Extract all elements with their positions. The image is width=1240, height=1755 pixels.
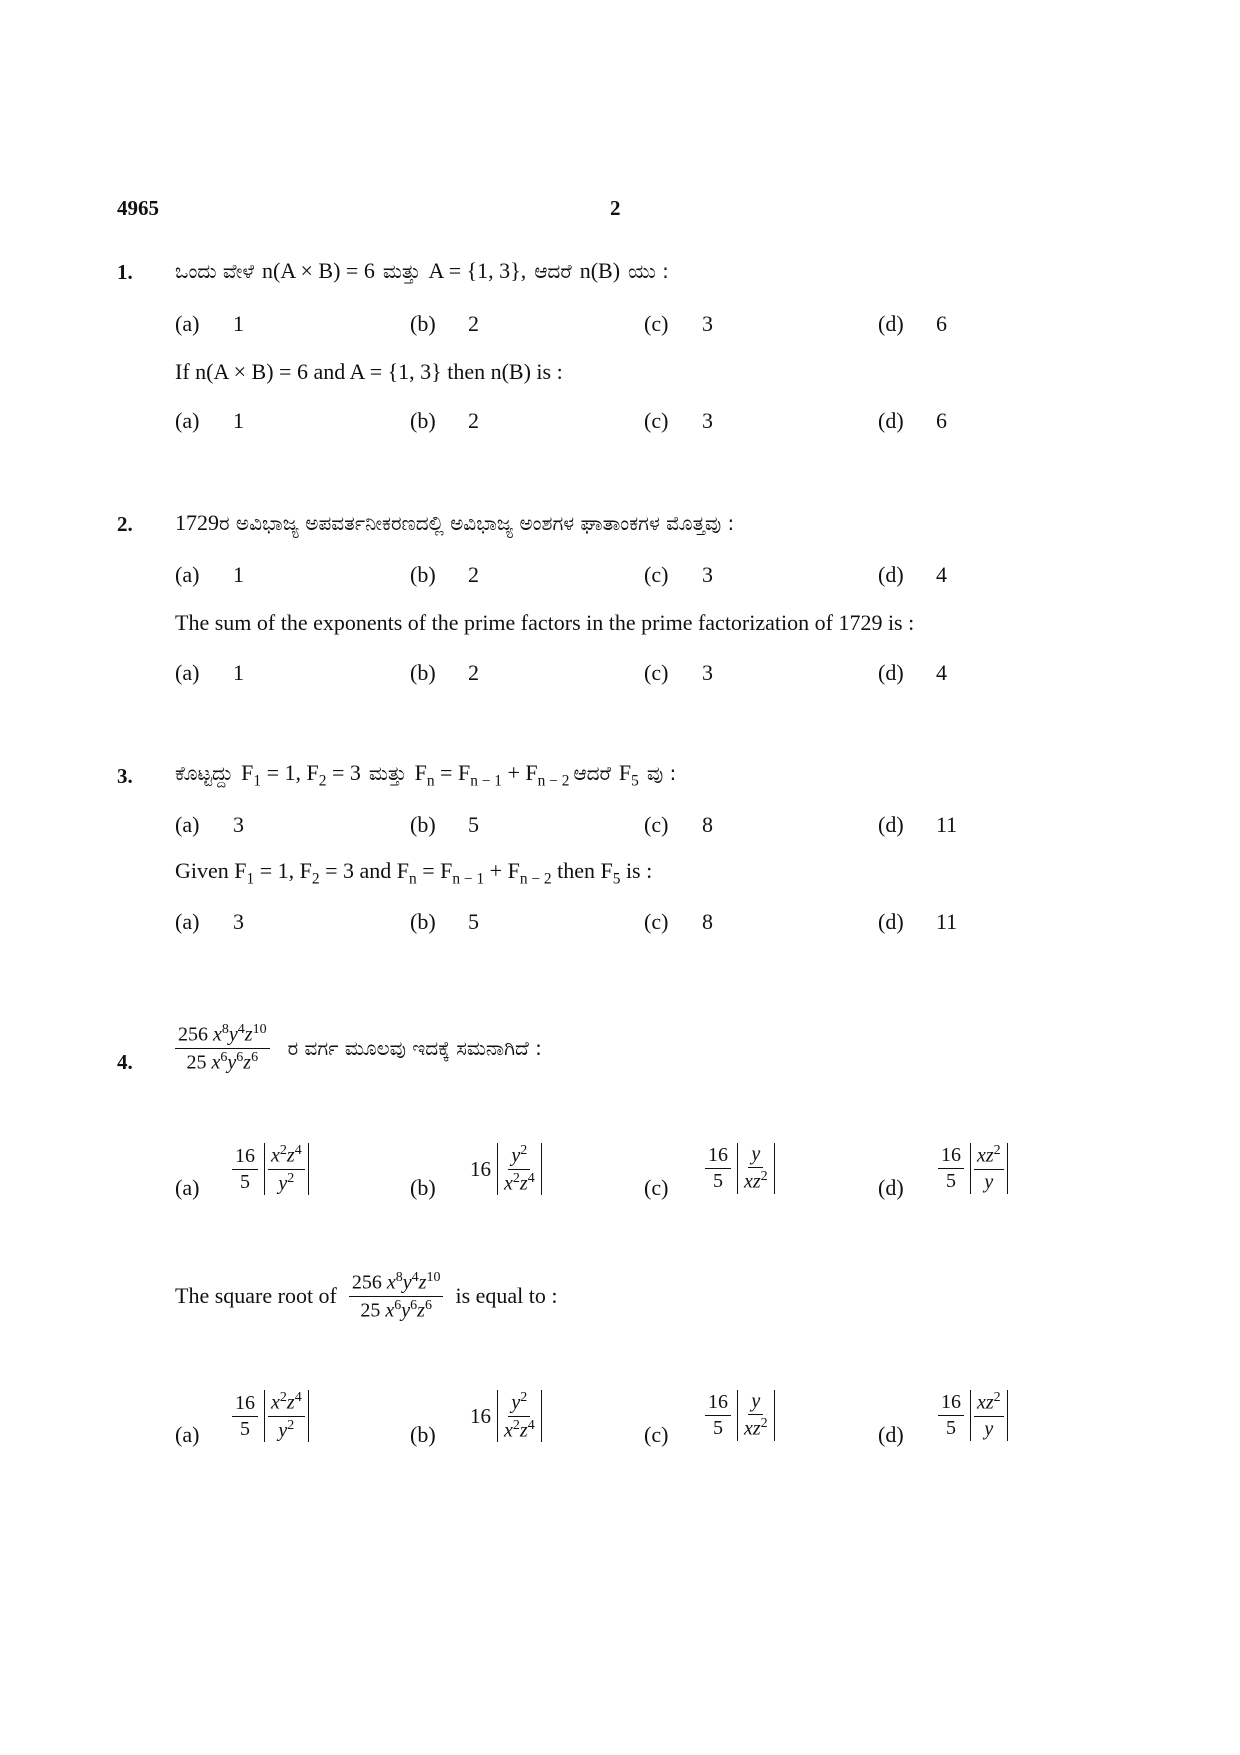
option-label: (d)	[878, 408, 904, 433]
option-value: 3	[702, 311, 713, 336]
denominator: 5	[240, 1170, 250, 1193]
en-text: then	[557, 858, 595, 883]
kn-text: ವು :	[646, 761, 677, 785]
option-label: (b)	[410, 1175, 436, 1200]
numerator: 16	[938, 1144, 964, 1169]
option-label: (c)	[644, 909, 669, 934]
option-value: 3	[702, 562, 713, 587]
page-number: 2	[610, 196, 621, 220]
option-value: 1	[233, 408, 244, 433]
absolute-value: $\frac{y^2}{x^2z^4}$	[497, 1390, 542, 1442]
math-expr: n(B)	[579, 258, 621, 283]
option-label: (c)	[644, 311, 669, 336]
numerator: 16	[938, 1391, 964, 1416]
kn-text: ಮತ್ತು	[368, 761, 407, 785]
option-value: 8	[702, 812, 713, 837]
question-1-english: If n(A × B) = 6 and A = {1, 3} then n(B) is :	[175, 359, 563, 384]
option-value: 2	[468, 311, 479, 336]
option-value: 4	[936, 562, 947, 587]
question-number: 3.	[117, 764, 133, 788]
question-4-english	[175, 1270, 558, 1322]
en-text: is :	[625, 858, 653, 883]
option-label: (a)	[175, 812, 200, 837]
absolute-value: $\frac{x^2z^4}{y^2}$	[264, 1143, 309, 1195]
option-value: 3	[702, 408, 713, 433]
option-value: 8	[702, 909, 713, 934]
option-label: (a)	[175, 909, 200, 934]
option-label: (b)	[410, 909, 436, 934]
option-value: 6	[936, 311, 947, 336]
option-value: 1	[233, 660, 244, 685]
math-expr: $F_n = F_{n - 1} + F_{n - 2}$	[414, 760, 570, 790]
coefficient: 16	[470, 1403, 491, 1428]
option-label: (b)	[410, 562, 436, 587]
option-label: (a)	[175, 1175, 200, 1200]
option-label: (a)	[175, 562, 200, 587]
denominator: 5	[713, 1169, 723, 1192]
absolute-value: $\frac{y}{xz^2}$	[737, 1390, 775, 1441]
option-label: (a)	[175, 311, 200, 336]
numerator: 16	[705, 1391, 731, 1416]
exam-code: 4965	[117, 196, 159, 220]
question-4-kannada	[175, 1022, 542, 1074]
coef-fraction	[705, 1144, 731, 1193]
option-label: (d)	[878, 562, 904, 587]
option-label: (d)	[878, 909, 904, 934]
coefficient: 16	[470, 1156, 491, 1181]
option-label: (c)	[644, 660, 669, 685]
option-label: (d)	[878, 1422, 904, 1447]
coef-fraction	[938, 1144, 964, 1193]
absolute-value: $\frac{xz^2}{y}$	[970, 1143, 1008, 1194]
math-expr: 1729	[175, 510, 219, 535]
option-label: (b)	[410, 660, 436, 685]
denominator: 5	[713, 1416, 723, 1439]
question-number: 2.	[117, 512, 133, 536]
option-a-expr	[232, 1143, 309, 1195]
coef-fraction	[938, 1391, 964, 1440]
option-label: (a)	[175, 408, 200, 433]
option-value: 1	[233, 562, 244, 587]
math-expr: A = {1, 3},	[428, 258, 527, 283]
option-label: (c)	[644, 1175, 669, 1200]
coef-fraction	[705, 1391, 731, 1440]
question-number: 4.	[117, 1050, 133, 1074]
option-value: 11	[936, 909, 958, 934]
kn-text: ಆದರೆ	[573, 761, 611, 785]
option-value: 4	[936, 660, 947, 685]
question-3-kannada	[175, 760, 676, 790]
option-a-expr	[232, 1390, 309, 1442]
option-label: (c)	[644, 812, 669, 837]
option-value: 5	[468, 812, 479, 837]
question-1-kannada	[175, 258, 669, 284]
option-value: 3	[233, 909, 244, 934]
kn-text: ರ ವರ್ಗ ಮೂಲವು ಇದಕ್ಕೆ ಸಮನಾಗಿದೆ :	[287, 1036, 542, 1061]
option-value: 11	[936, 812, 958, 837]
option-label: (d)	[878, 311, 904, 336]
option-label: (c)	[644, 1422, 669, 1447]
en-text: and	[359, 858, 392, 883]
option-c-expr	[705, 1143, 775, 1194]
absolute-value: $\frac{y^2}{x^2z^4}$	[497, 1143, 542, 1195]
option-label: (b)	[410, 311, 436, 336]
coef-fraction	[232, 1392, 258, 1441]
en-text: is equal to :	[455, 1283, 558, 1309]
math-expr: $F_1 = 1$, $F_2 = 3$	[241, 760, 361, 790]
kn-text: ಒಂದು ವೇಳೆ	[175, 259, 254, 283]
en-text: The square root of	[175, 1283, 337, 1309]
math-expr: $F_5$	[618, 760, 639, 790]
option-b-expr	[470, 1390, 542, 1442]
option-label: (a)	[175, 1422, 200, 1447]
option-label: (d)	[878, 1175, 904, 1200]
absolute-value: $\frac{x^2z^4}{y^2}$	[264, 1390, 309, 1442]
option-value: 2	[468, 408, 479, 433]
question-number: 1.	[117, 260, 133, 284]
option-value: 1	[233, 311, 244, 336]
option-b-expr	[470, 1143, 542, 1195]
kn-text: ಮತ್ತು	[382, 259, 421, 283]
question-3-english: Given $F_1 = 1$, $F_2 = 3$ and $F_n = F_{n - 1} + F_{n - 2}$ then $F_5$ is :	[175, 858, 653, 888]
option-label: (a)	[175, 660, 200, 685]
option-label: (d)	[878, 660, 904, 685]
math-expr: n(A × B) = 6	[262, 258, 375, 283]
kn-text: ರ ಅವಿಭಾಜ್ಯ ಅಪವರ್ತನೀಕರಣದಲ್ಲಿ ಅವಿಭಾಜ್ಯ ಅಂಶಗಳ ಘಾತಾಂಕಗಳ ಮೊತ್ತವು :	[219, 511, 735, 535]
numerator: 16	[232, 1392, 258, 1417]
denominator: 5	[946, 1416, 956, 1439]
option-d-expr	[938, 1143, 1008, 1194]
option-label: (b)	[410, 1422, 436, 1447]
numerator: 16	[232, 1145, 258, 1170]
option-value: 5	[468, 909, 479, 934]
option-label: (b)	[410, 812, 436, 837]
option-value: 6	[936, 408, 947, 433]
radicand-fraction: $\frac{256 x^8y^4z^{10}}{25 x^6y^6z^6}$	[175, 1022, 270, 1074]
absolute-value: $\frac{y}{xz^2}$	[737, 1143, 775, 1194]
en-text: Given	[175, 858, 229, 883]
option-d-expr	[938, 1390, 1008, 1441]
option-value: 3	[233, 812, 244, 837]
question-2-kannada	[175, 510, 734, 536]
kn-text: ಯು :	[628, 259, 669, 283]
option-value: 2	[468, 660, 479, 685]
kn-text: ಆದರೆ	[534, 259, 572, 283]
option-c-expr	[705, 1390, 775, 1441]
coef-fraction	[232, 1145, 258, 1194]
question-2-english: The sum of the exponents of the prime factors in the prime factorization of 1729 is :	[175, 610, 915, 635]
absolute-value: $\frac{xz^2}{y}$	[970, 1390, 1008, 1441]
kn-text: ಕೊಟ್ಟದ್ದು	[175, 761, 234, 785]
option-label: (b)	[410, 408, 436, 433]
option-label: (d)	[878, 812, 904, 837]
option-value: 2	[468, 562, 479, 587]
radicand-fraction: $\frac{256 x^8y^4z^{10}}{25 x^6y^6z^6}$	[349, 1270, 444, 1322]
option-value: 3	[702, 660, 713, 685]
option-label: (c)	[644, 562, 669, 587]
option-label: (c)	[644, 408, 669, 433]
numerator: 16	[705, 1144, 731, 1169]
denominator: 5	[240, 1417, 250, 1440]
denominator: 5	[946, 1169, 956, 1192]
